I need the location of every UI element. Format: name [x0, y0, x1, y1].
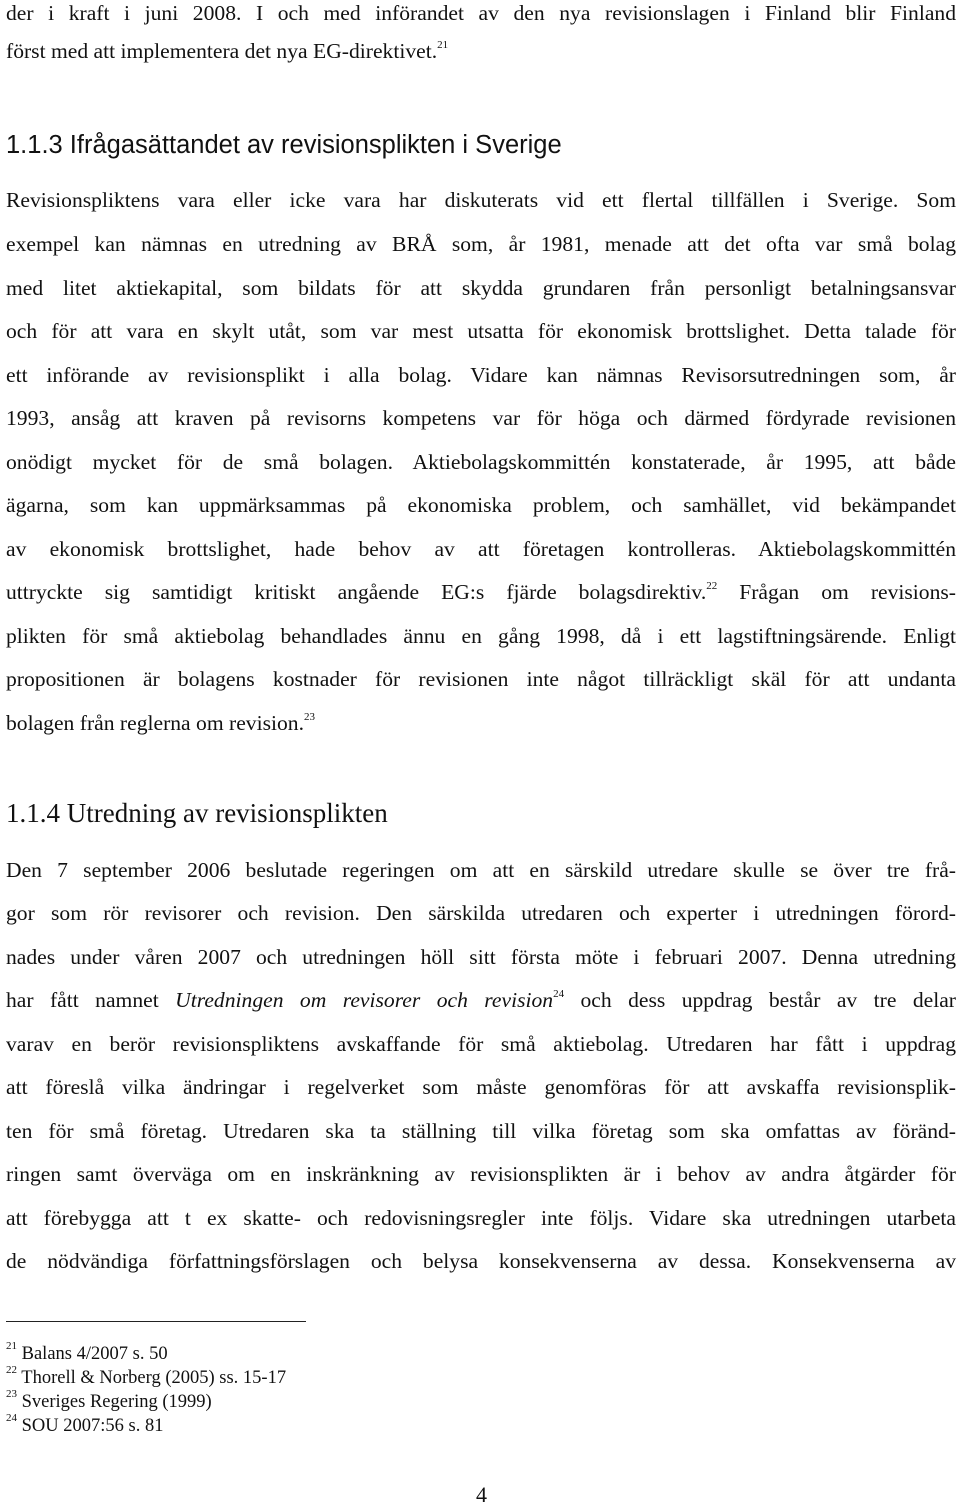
footnote — [6, 1411, 164, 1437]
section-heading: 1.1.4 Utredning av revisionsplikten — [6, 798, 388, 828]
footnote — [6, 1339, 168, 1365]
footnote-number: 22 — [6, 1363, 17, 1376]
paragraph-line: ägarna, som kan uppmärksammas på ekonomiska problem, och samhället, vid bekämpandet — [6, 493, 956, 517]
paragraph-line: att förebygga att t ex skatte- och redovisningsregler inte följs. Vidare ska utredningen utarbeta — [6, 1206, 956, 1230]
paragraph-line: att föreslå vilka ändringar i regelverket som måste genomföras för att avskaffa revisionsplik- — [6, 1075, 956, 1099]
paragraph-line: av ekonomisk brottslighet, hade behov av att företagen kontrolleras. Aktiebolagskommittén — [6, 537, 956, 561]
footnote-ref: 21 — [437, 38, 449, 51]
paragraph-line: ringen samt överväga om en inskränkning av revisionsplikten är i behov av andra åtgärder för — [6, 1162, 956, 1186]
footnote-ref: 22 — [706, 579, 718, 592]
text-run: och dess uppdrag består av tre delar — [564, 988, 956, 1012]
italic-title: Utredningen om revisorer och revision — [175, 988, 554, 1012]
paragraph-line: med litet aktiekapital, som bildats för att skydda grundaren från personligt betalningsansvar — [6, 276, 956, 300]
paragraph-line: varav en berör revisionspliktens avskaffande för små aktiebolag. Utredaren har fått i uppdrag — [6, 1032, 956, 1056]
paragraph-line: 1993, ansåg att kraven på revisorns kompetens var för höga och därmed fördyrade revisionen — [6, 406, 956, 430]
paragraph-line: ten för små företag. Utredaren ska ta ställning till vilka företag som ska omfattas av föränd- — [6, 1119, 956, 1143]
footnote-text: Balans 4/2007 s. 50 — [21, 1344, 168, 1364]
footnote — [6, 1363, 287, 1389]
text-run: Frågan om revisions- — [717, 580, 956, 604]
footnote-number: 23 — [6, 1387, 17, 1400]
footnote-divider — [6, 1321, 306, 1322]
paragraph-line: propositionen är bolagens kostnader för revisionen inte något tillräckligt skäl för att undanta — [6, 667, 956, 691]
page-number: 4 — [476, 1482, 487, 1507]
paragraph-line — [6, 987, 956, 1013]
footnote-number: 24 — [6, 1411, 17, 1424]
text-run: har fått namnet — [6, 988, 176, 1012]
footnote-ref: 23 — [304, 710, 316, 723]
paragraph-line: ett införande av revisionsplikt i alla bolag. Vidare kan nämnas Revisorsutredningen som, år — [6, 363, 956, 387]
text-run: först med att implementera det nya EG-direktivet. — [6, 39, 438, 63]
footnote-number: 21 — [6, 1339, 17, 1352]
intro-line: der i kraft i juni 2008. I och med införandet av den nya revisionslagen i Finland blir Finland — [6, 1, 956, 25]
paragraph-line — [6, 579, 956, 605]
text-run: uttryckte sig samtidigt kritiskt angående EG:s fjärde bolagsdirektiv. — [6, 580, 707, 604]
footnote-text: Sveriges Regering (1999) — [21, 1392, 212, 1412]
paragraph-line: och för att vara en skylt utåt, som var mest utsatta för ekonomisk brottslighet. Detta talade för — [6, 319, 956, 343]
section-heading: 1.1.3 Ifrågasättandet av revisionsplikten i Sverige — [6, 131, 562, 159]
paragraph-line: Revisionspliktens vara eller icke vara har diskuterats vid ett flertal tillfällen i Sverige. Som — [6, 188, 956, 212]
paragraph-line: onödigt mycket för de små bolagen. Aktiebolagskommittén konstaterade, år 1995, att både — [6, 450, 956, 474]
footnote-text: Thorell & Norberg (2005) ss. 15-17 — [21, 1368, 287, 1388]
paragraph-line: de nödvändiga författningsförslagen och belysa konsekvenserna av dessa. Konsekvenserna av — [6, 1249, 956, 1273]
paragraph-line: plikten för små aktiebolag behandlades ännu en gång 1998, då i ett lagstiftningsärende. Enligt — [6, 624, 956, 648]
footnote — [6, 1387, 212, 1413]
intro-line — [6, 38, 956, 64]
footnote-text: SOU 2007:56 s. 81 — [21, 1416, 164, 1436]
text-run: bolagen från reglerna om revision. — [6, 711, 305, 735]
footnote-ref: 24 — [553, 987, 565, 1000]
paragraph-line: nades under våren 2007 och utredningen höll sitt första möte i februari 2007. Denna utredning — [6, 945, 956, 969]
paragraph-line: gor som rör revisorer och revision. Den särskilda utredaren och experter i utredningen förord- — [6, 901, 956, 925]
paragraph-line: exempel kan nämnas en utredning av BRÅ som, år 1981, menade att det ofta var små bolag — [6, 232, 956, 256]
paragraph-line: Den 7 september 2006 beslutade regeringen om att en särskild utredare skulle se över tre frå- — [6, 858, 956, 882]
paragraph-line — [6, 710, 956, 736]
